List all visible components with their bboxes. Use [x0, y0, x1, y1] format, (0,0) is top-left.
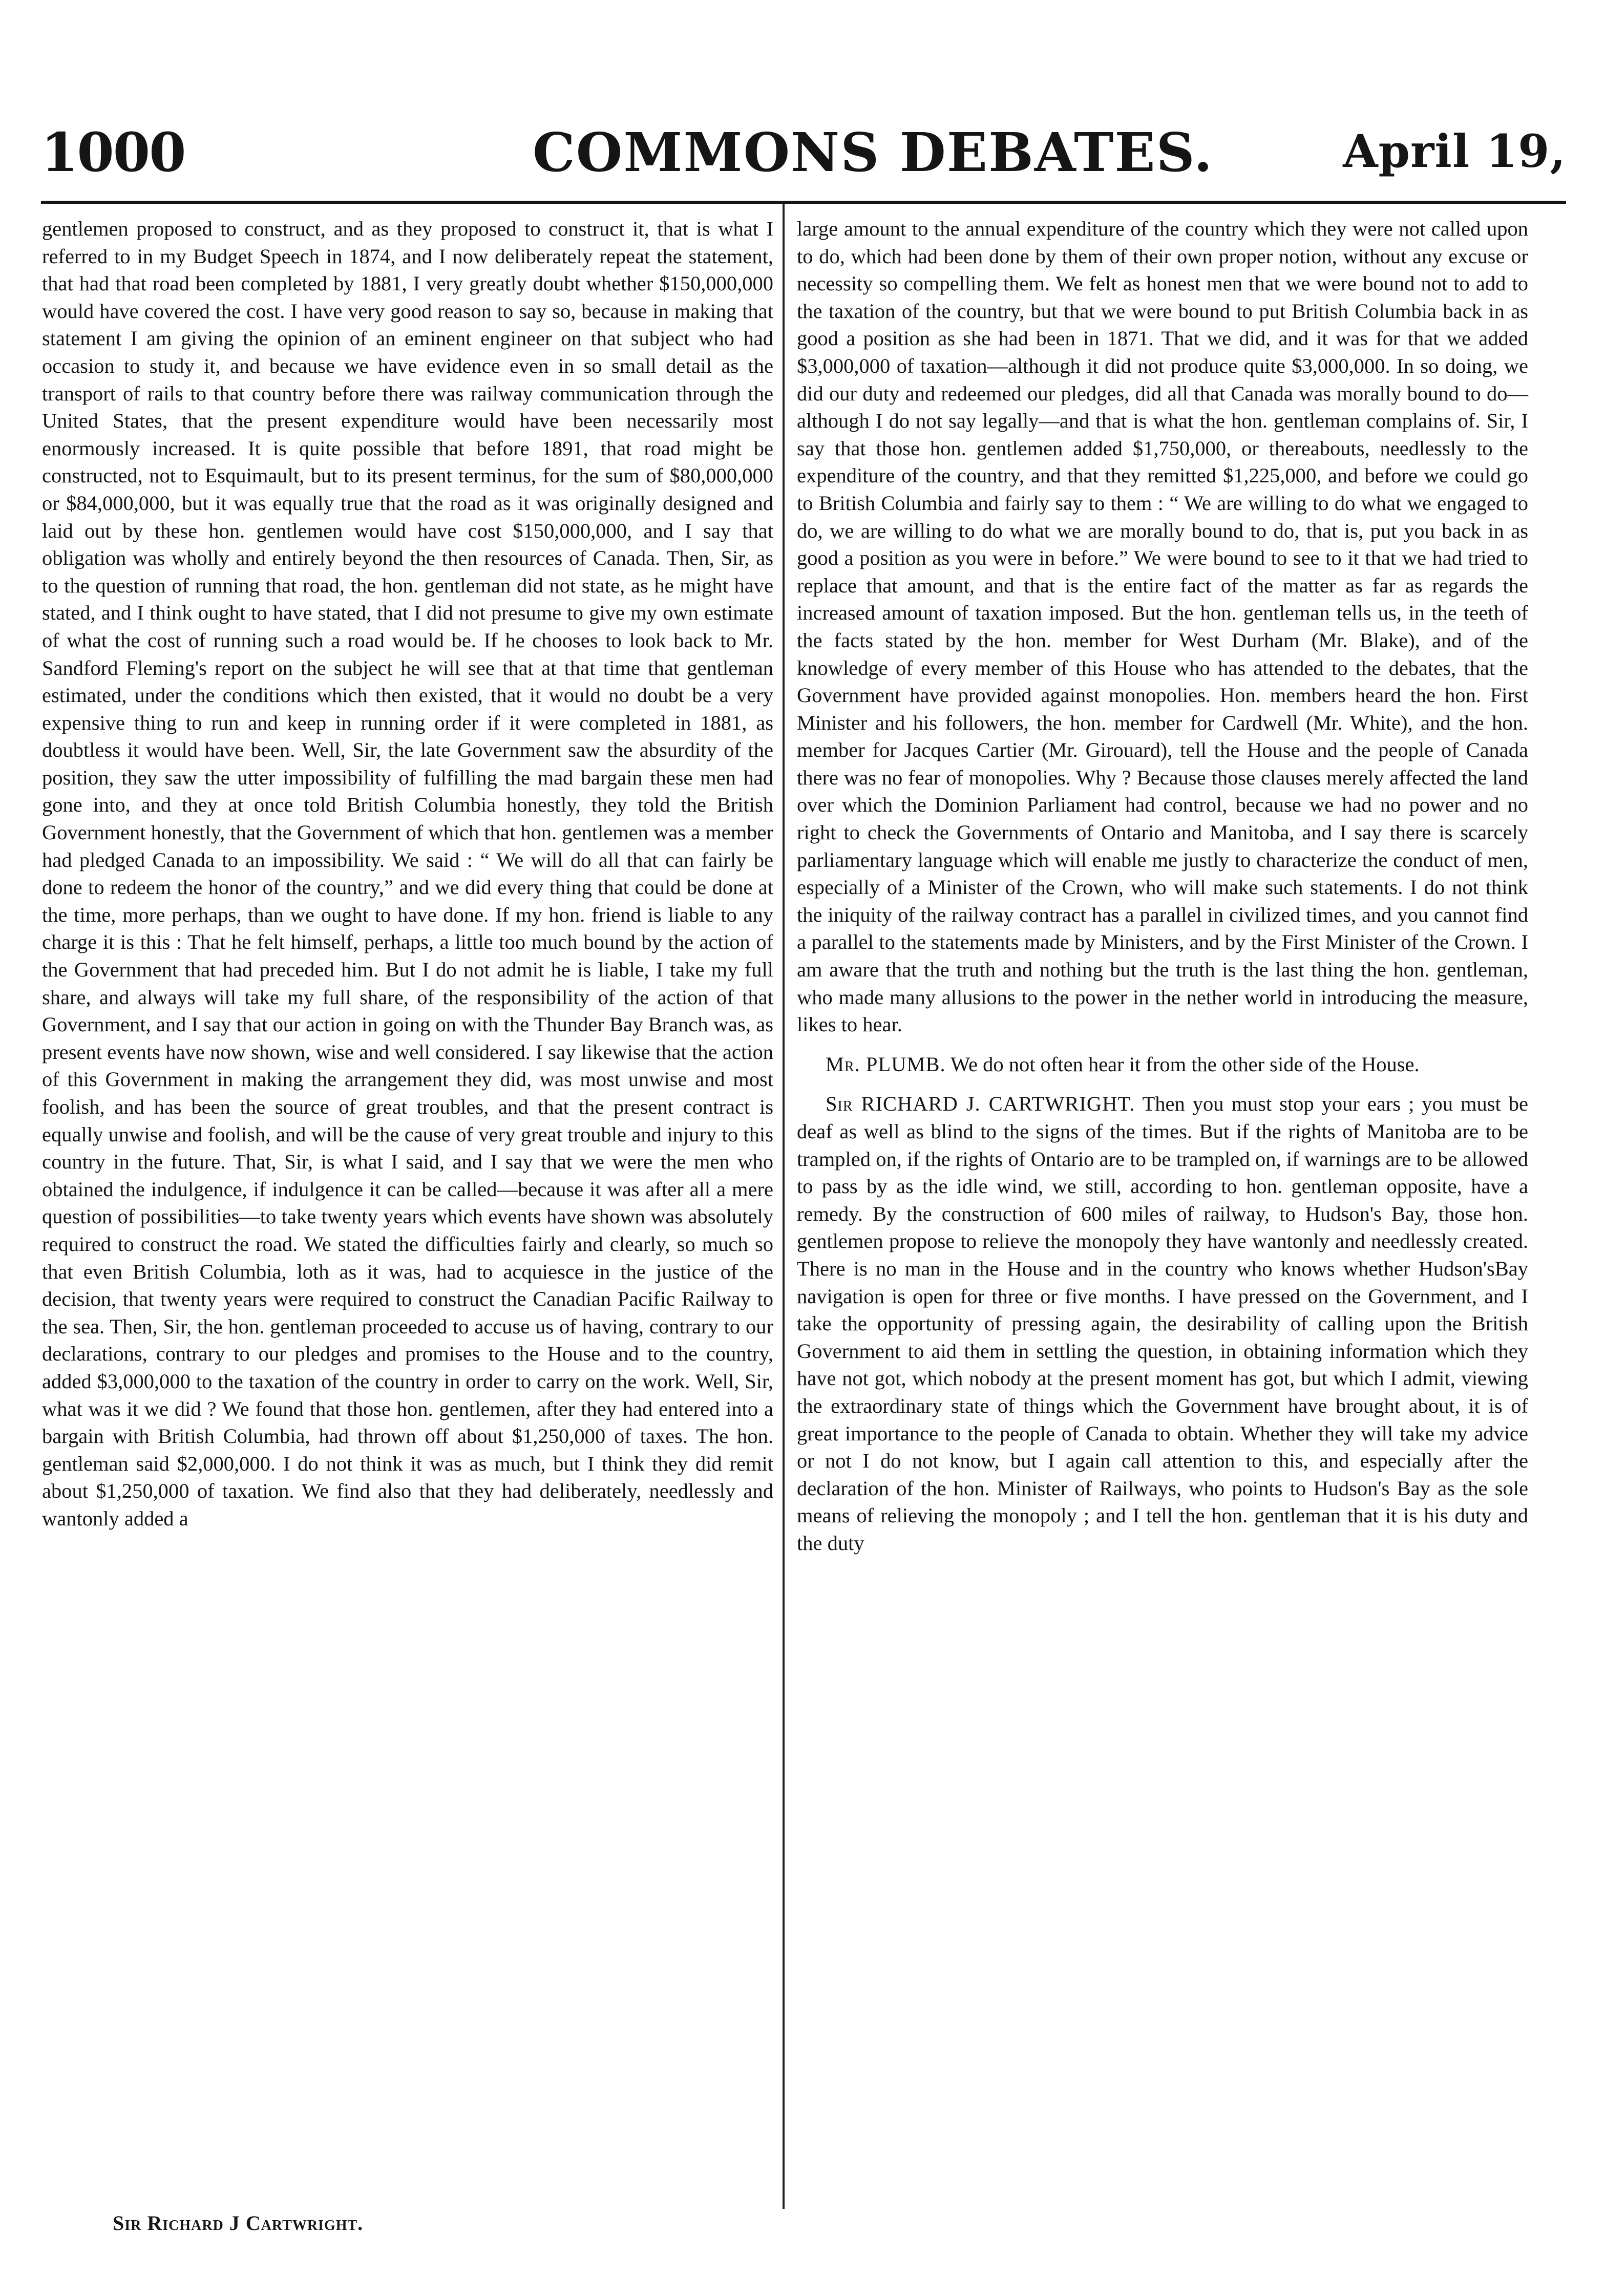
speech-text: Then you must stop your ears ; you must be deaf as well as blind to the signs of the times. But if the rights of Manitoba are to be trampled on, if the rights of Ontario are to be trampled on, if warnings are to be allowed to pass by as the idle wind, we still, according to hon. gentleman opposite, have a remedy. By the construction of 600 miles of railway, to Hudson's Bay, those hon. gentlemen propose to relieve the monopoly they have wantonly and needlessly created. There is no man in the House and in the country who knows whether Hudson'sBay navigation is open for three or five months. I have pressed on the Government, and I take the opportunity of pressing again, the desirability of calling upon the British Government to aid them in settling the question, in obtaining information which they have not got, which nobody at the present moment has got, but which I admit, viewing the extraordinary state of things which the Government have brought about, it is of great importance to the people of Canada to obtain. Whether they will take my advice or not I do not know, but I again call attention to this, and especially after the declaration of the hon. Minister of Railways, who points to Hudson's Bay as the sole means of relieving the monopoly ; and I tell the hon. gentleman that it is his duty and the duty — [797, 1092, 1528, 1555]
cartwright-speech — [797, 1090, 1528, 1557]
publication-title: COMMONS DEBATES. — [533, 121, 1214, 184]
column-divider — [783, 204, 785, 2209]
speaker-name: Sir RICHARD J. CARTWRIGHT. — [826, 1092, 1135, 1116]
page-number: 1000 — [41, 121, 185, 184]
plumb-speech — [797, 1051, 1528, 1078]
page-date: April 19, — [1343, 124, 1566, 178]
footer-signature: Sir Richard J Cartwright. — [113, 2212, 364, 2235]
right-column — [797, 215, 1528, 1557]
speaker-name: Mr. PLUMB. — [826, 1052, 946, 1076]
page-header — [41, 121, 1566, 203]
left-column — [42, 215, 773, 1533]
right-paragraph: large amount to the annual expenditure of the country which they were not called upon to do, which had been done by them of their own proper notion, without any excuse or necessity so compelling them. We felt as honest men that we were bound not to add to the taxation of the country, but that we were bound to put British Columbia back in as good a position as she had been in 1871. That we did, and it was for that we added $3,000,000 of taxation—although it did not produce quite $3,000,000. In so doing, we did our duty and redeemed our pledges, did all that Canada was morally bound to do—although I do not say legally—and that is what the hon. gentleman complains of. Sir, I say that those hon. gentlemen added $1,750,000, or thereabouts, needlessly to the expenditure of the country, and that they remitted $1,225,000, and before we could go to British Columbia and fairly say to them : “ We are willing to do what we engaged to do, we are willing to do what we are morally bound to do, that is, put you back in as good a position as you were in before.” We were bound to see to it that we had tried to replace that amount, and that is the entire fact of the matter as far as regards the increased amount of taxation imposed. But the hon. gentleman tells us, in the teeth of the facts stated by the hon. member for West Durham (Mr. Blake), and of the knowledge of every member of this House who has attended to the debates, that the Government have provided against monopolies. Hon. members heard the hon. First Minister and his followers, the hon. member for Cardwell (Mr. White), and the hon. member for Jacques Cartier (Mr. Girouard), tell the House and the people of Canada there was no fear of monopolies. Why ? Because those clauses merely affected the land over which the Dominion Parliament had control, because we had no power and no right to check the Governments of Ontario and Manitoba, and I say there is scarcely parliamentary language which will enable me justly to characterize the conduct of men, especially of a Minister of the Crown, who will make such statements. I do not think the iniquity of the railway contract has a parallel in civilized times, and you cannot find a parallel to the statements made by Ministers, and by the First Minister of the Crown. I am aware that the truth and nothing but the truth is the last thing the hon. gentleman, who made many allusions to the power in the nether world in introducing the measure, likes to hear. — [797, 217, 1528, 1036]
header-rule — [41, 201, 1566, 204]
speech-text: We do not often hear it from the other side of the House. — [951, 1052, 1420, 1076]
left-paragraph: gentlemen proposed to construct, and as they proposed to construct it, that is what I referred to in my Budget Speech in 1874, and I now deliberately repeat the statement, that had that road been completed by 1881, I very greatly doubt whether $150,000,000 would have covered the cost. I have very good reason to say so, because in making that statement I am giving the opinion of an eminent engineer on that subject who had occasion to study it, and because we have evidence even in so small detail as the transport of rails to that country before there was railway communication through the United States, that the present expenditure would have been necessarily most enormously increased. It is quite possible that before 1891, that road might be constructed, not to Esquimault, but to its present terminus, for the sum of $80,000,000 or $84,000,000, but it was equally true that the road as it was originally designed and laid out by these hon. gentlemen would have cost $150,000,000, and I say that obligation was wholly and entirely beyond the then resources of Canada. Then, Sir, as to the question of running that road, the hon. gentleman did not state, as he might have stated, and I think ought to have stated, that I did not presume to give my own estimate of what the cost of running such a road would be. If he chooses to look back to Mr. Sandford Fleming's report on the subject he will see that at that time that gentleman estimated, under the conditions which then existed, that it would no doubt be a very expensive thing to run and keep in running order if it were completed in 1881, as doubtless it would have been. Well, Sir, the late Government saw the absurdity of the position, they saw the utter impossibility of fulfilling the mad bargain these men had gone into, and they at once told British Columbia honestly, they told the British Government honestly, that the Government of which that hon. gentlemen was a member had pledged Canada to an impossibility. We said : “ We will do all that can fairly be done to redeem the honor of the country,” and we did every thing that could be done at the time, more perhaps, than we ought to have done. If my hon. friend is liable to any charge it is this : That he felt himself, perhaps, a little too much bound by the action of the Government that had preceded him. But I do not admit he is liable, I take my full share, and always will take my full share, of the responsibility of the action of that Government, and I say that our action in going on with the Thunder Bay Branch was, as present events have now shown, wise and well considered. I say likewise that the action of this Government in making the arrangement they did, was most unwise and most foolish, and has been the source of great troubles, and that the present contract is equally unwise and foolish, and will be the cause of very great trouble and injury to this country in the future. That, Sir, is what I said, and I say that we were the men who obtained the indulgence, if indulgence it can be called—because it was after all a mere question of possibilities—to take twenty years which events have shown was absolutely required to construct the road. We stated the difficulties fairly and clearly, so much so that even British Columbia, loth as it was, had to acquiesce in the justice of the decision, that twenty years were required to construct the Canadian Pacific Railway to the sea. Then, Sir, the hon. gentleman proceeded to accuse us of having, contrary to our declarations, contrary to our pledges and promises to the House and to the country, added $3,000,000 to the taxation of the country in order to carry on the work. Well, Sir, what was it we did ? We found that those hon. gentlemen, after they had entered into a bargain with British Columbia, had thrown off about $1,250,000 of taxes. The hon. gentleman said $2,000,000. I do not think it was as much, but I think they did remit about $1,250,000 of taxation. We find also that they had deliberately, needlessly and wantonly added a — [42, 217, 773, 1530]
